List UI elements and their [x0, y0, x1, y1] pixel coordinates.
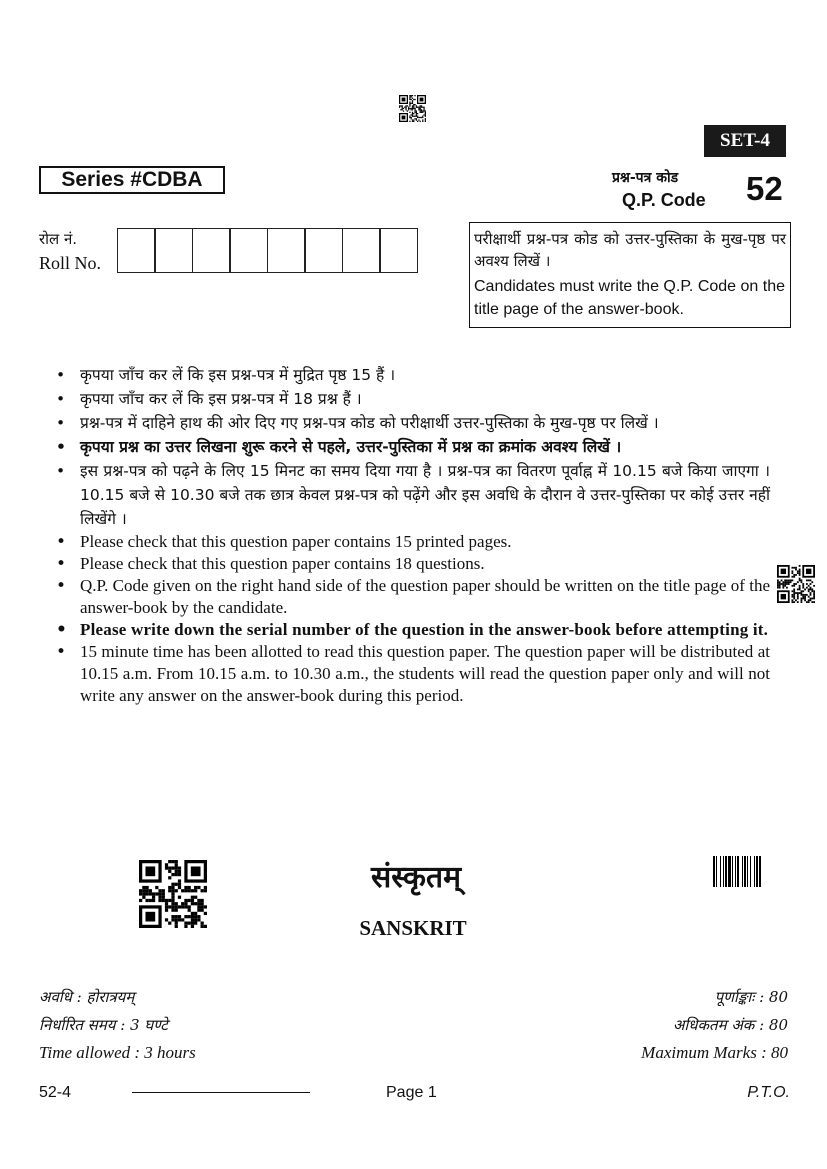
- notice-hindi: परीक्षार्थी प्रश्न-पत्र कोड को उत्तर-पुस्तिका के मुख-पृष्ठ पर अवश्य लिखें ।: [474, 230, 786, 270]
- instructions-list: [56, 363, 770, 707]
- max-marks-english: Maximum Marks : 80: [641, 1043, 788, 1062]
- barcode: [713, 856, 779, 887]
- roll-digit-box[interactable]: [154, 228, 193, 273]
- subject-title-hindi: संस्कृतम्: [370, 860, 462, 895]
- instruction-item: • कृपया प्रश्न का उत्तर लिखना शुरू करने से पहले, उत्तर-पुस्तिका में प्रश्न का क्रमांक अवश्य लिखें ।: [56, 435, 770, 459]
- max-marks-hindi: अधिकतम अंक : 80: [672, 1016, 788, 1034]
- footer-divider: [132, 1092, 310, 1093]
- duration-sanskrit: अवधि : होरात्रयम्: [39, 988, 135, 1006]
- qp-code-value: 52: [746, 170, 783, 207]
- qp-code-notice: [469, 222, 791, 328]
- notice-english: Candidates must write the Q.P. Code on the title page of the answer-book.: [474, 278, 785, 318]
- roll-label-hindi: रोल नं.: [39, 230, 78, 248]
- instruction-item: • कृपया जाँच कर लें कि इस प्रश्न-पत्र में 18 प्रश्न हैं ।: [56, 387, 770, 411]
- max-marks-sanskrit: पूर्णाङ्काः : 80: [714, 988, 788, 1006]
- instruction-item: • Please check that this question paper contains 15 printed pages.: [56, 531, 770, 553]
- qr-code-side: [777, 565, 815, 603]
- time-allowed-block: [39, 983, 196, 1067]
- roll-label: Roll No.: [39, 253, 102, 273]
- qp-code-label-hindi: प्रश्न-पत्र कोड: [612, 170, 679, 186]
- roll-digit-box[interactable]: [304, 228, 343, 273]
- instruction-item: • कृपया जाँच कर लें कि इस प्रश्न-पत्र में मुद्रित पृष्ठ 15 हैं ।: [56, 363, 770, 387]
- instruction-item: • प्रश्न-पत्र में दाहिने हाथ की ओर दिए गए प्रश्न-पत्र कोड को परीक्षार्थी उत्तर-पुस्तिका के मुख-पृष्ठ पर लिखें ।: [56, 411, 770, 435]
- max-marks-block: [641, 983, 788, 1067]
- footer-page-number: Page 1: [386, 1084, 437, 1101]
- roll-digit-box[interactable]: [117, 228, 156, 273]
- roll-digit-box[interactable]: [342, 228, 381, 273]
- qr-code-main: [139, 860, 207, 928]
- instruction-item: • Please check that this question paper contains 18 questions.: [56, 553, 770, 575]
- roll-number-boxes[interactable]: [118, 228, 418, 273]
- qp-code-label: Q.P. Code: [622, 190, 706, 210]
- set-label: SET-4: [704, 125, 786, 157]
- footer-pto: P.T.O.: [747, 1084, 790, 1101]
- series-label: Series #CDBA: [39, 166, 225, 194]
- instruction-item: • इस प्रश्न-पत्र को पढ़ने के लिए 15 मिनट का समय दिया गया है । प्रश्न-पत्र का वितरण पूर्वाह्न में 10.15 बजे किया जाएगा । 10.15 बजे से 10.30 बजे तक छात्र केवल प्रश्न-पत्र को पढ़ेंगे और इस अवधि के दौरान वे उत्तर-पुस्तिका पर कोई उत्तर नहीं लिखेंगे ।: [56, 459, 770, 531]
- roll-digit-box[interactable]: [379, 228, 418, 273]
- qr-code-top: [399, 95, 426, 122]
- instruction-item: • Please write down the serial number of the question in the answer-book before attempting it.: [56, 619, 770, 641]
- instruction-item: • 15 minute time has been allotted to read this question paper. The question paper will be distributed at 10.15 a.m. From 10.15 a.m. to 10.30 a.m., the students will read the question paper only and will not write any answer on the answer-book during this period.: [56, 641, 770, 707]
- roll-digit-box[interactable]: [192, 228, 231, 273]
- roll-digit-box[interactable]: [267, 228, 306, 273]
- roll-digit-box[interactable]: [229, 228, 268, 273]
- duration-hindi: निर्धारित समय : 3 घण्टे: [39, 1016, 168, 1034]
- subject-title: SANSKRIT: [359, 916, 467, 940]
- footer-paper-code: 52-4: [39, 1084, 72, 1101]
- duration-english: Time allowed : 3 hours: [39, 1043, 196, 1062]
- barcode-bar: [759, 856, 761, 887]
- instruction-item: • Q.P. Code given on the right hand side of the question paper should be written on the title page of the answer-book by the candidate.: [56, 575, 770, 619]
